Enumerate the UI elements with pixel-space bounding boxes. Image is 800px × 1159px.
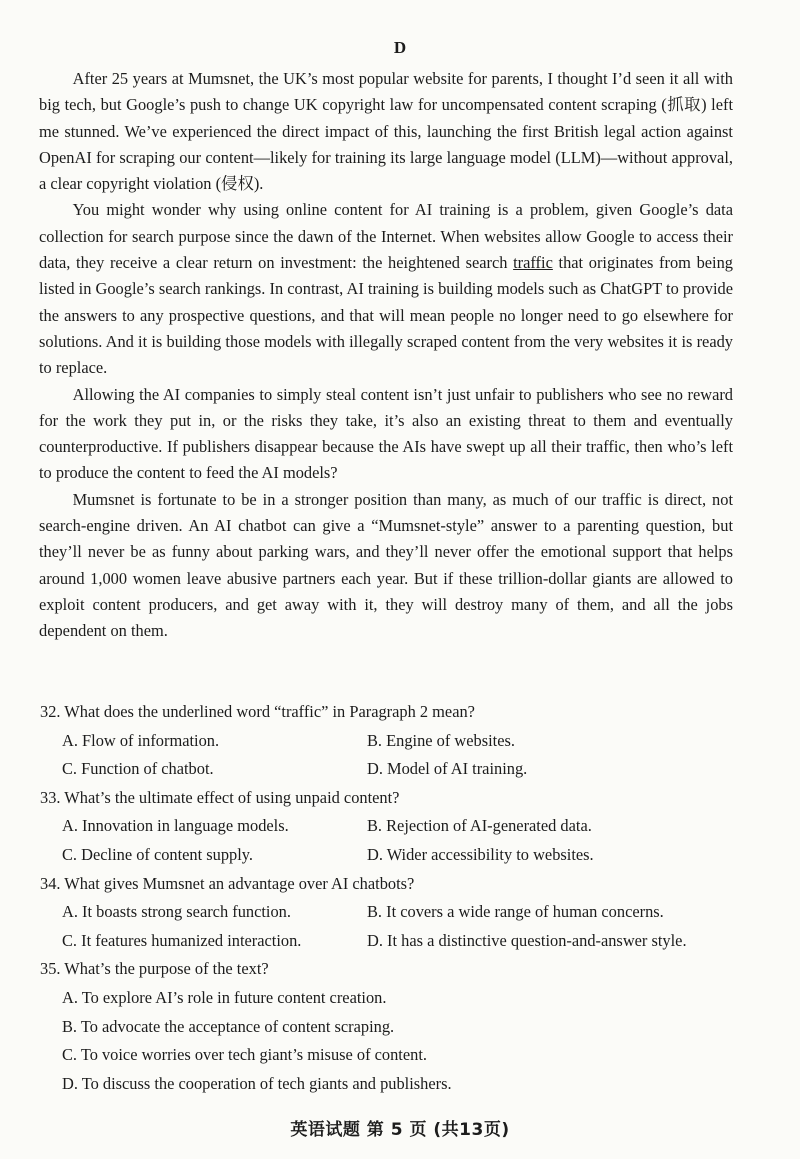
option-row xyxy=(40,1013,740,1042)
paragraph-3 xyxy=(39,382,733,487)
paragraph-4 xyxy=(39,487,733,645)
page-footer: 英语试题 第 5 页 (共13页) xyxy=(290,1120,510,1140)
option-row xyxy=(40,984,740,1013)
paragraph-2 xyxy=(39,197,733,381)
option-a: A. To explore AI’s role in future content creation. xyxy=(62,987,387,1007)
question-stem: 33. What’s the ultimate effect of using unpaid content? xyxy=(40,787,400,807)
option-c: C. Decline of content supply. xyxy=(62,844,254,864)
paragraph-1-text: After 25 years at Mumsnet, the UK’s most popular website for parents, I thought I’d seen it all with big tech, but Google’s push to change UK copyright law for uncompensated content scraping (抓取) left me stunned. We’ve experienced the direct impact of this, launching the first British legal action against OpenAI for scraping our content—likely for training its large language model (LLM)—without approval, a clear copyright violation (侵权). xyxy=(39,69,733,194)
paragraph-4-text: Mumsnet is fortunate to be in a stronger position than many, as much of our traffic is direct, not search-engine driven. An AI chatbot can give a “Mumsnet-style” answer to a parenting question, but they’ll never be as funny about parking wars, and they’ll never offer the emotional support that helps around 1,000 women leave abusive partners each year. But if these trillion-dollar giants are allowed to exploit content producers, and get away with it, they will destroy many of them, and all the jobs dependent on them. xyxy=(39,489,733,641)
question-35 xyxy=(40,955,740,1098)
option-b: B. Engine of websites. xyxy=(367,730,515,750)
option-a: A. Innovation in language models. xyxy=(62,816,289,836)
option-c: C. To voice worries over tech giant’s misuse of content. xyxy=(62,1045,427,1065)
paragraph-3-text: Allowing the AI companies to simply steal content isn’t just unfair to publishers who see no reward for the work they put in, or the risks they take, it’s also an existing threat to them and eventually counterproductive. If publishers disappear because the AIs have swept up all their traffic, then who’s left to produce the content to feed the AI models? xyxy=(39,384,733,483)
option-row xyxy=(40,927,740,956)
option-row xyxy=(40,727,740,756)
question-34 xyxy=(40,870,740,956)
option-row xyxy=(40,841,740,870)
question-stem: 32. What does the underlined word “traffic” in Paragraph 2 mean? xyxy=(40,702,475,721)
option-d: D. It has a distinctive question-and-answer style. xyxy=(367,930,687,950)
option-d: D. Model of AI training. xyxy=(367,759,528,779)
question-33 xyxy=(40,784,740,870)
option-d: D. Wider accessibility to websites. xyxy=(367,844,594,864)
section-label: D xyxy=(393,38,407,57)
option-b: B. It covers a wide range of human concerns. xyxy=(367,902,664,922)
question-32 xyxy=(40,698,740,784)
option-b: B. To advocate the acceptance of content scraping. xyxy=(62,1016,395,1036)
paragraph-2-text-before: You might wonder why using online content for AI training is a problem, given Google’s data collection for search purpose since the dawn of the Internet. When websites allow Google to access their data, they receive a clear return on investment: the heightened search xyxy=(39,200,733,273)
question-list xyxy=(40,698,740,1098)
option-row xyxy=(40,755,740,784)
underlined-word-traffic: traffic xyxy=(513,253,553,273)
option-row xyxy=(40,812,740,841)
option-c: C. Function of chatbot. xyxy=(62,759,214,779)
question-stem: 35. What’s the purpose of the text? xyxy=(40,959,269,979)
reading-passage xyxy=(39,66,733,645)
option-row xyxy=(40,1070,740,1099)
option-row xyxy=(40,1041,740,1070)
paragraph-1 xyxy=(39,66,733,197)
option-row xyxy=(40,898,740,927)
option-c: C. It features humanized interaction. xyxy=(62,930,302,950)
option-a: A. Flow of information. xyxy=(62,730,220,750)
option-a: A. It boasts strong search function. xyxy=(62,902,291,922)
paragraph-2-text-after: that originates from being listed in Google’s search rankings. In contrast, AI training is building models such as ChatGPT to provide the answers to any prospective questions, and that will mean people no longer need to go elsewhere for solutions. And it is building those models with illegally scraped content from the very websites it is ready to replace. xyxy=(39,253,733,378)
question-stem: 34. What gives Mumsnet an advantage over AI chatbots? xyxy=(40,873,415,893)
option-b: B. Rejection of AI-generated data. xyxy=(367,816,592,836)
option-d: D. To discuss the cooperation of tech giants and publishers. xyxy=(62,1073,452,1093)
